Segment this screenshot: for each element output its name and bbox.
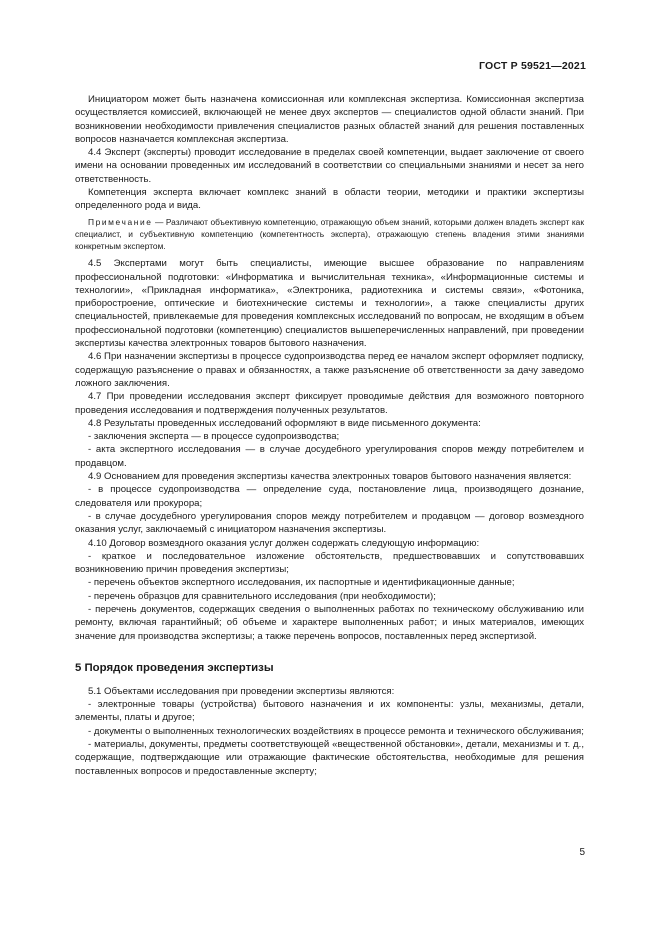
note-label: Примечание — [88, 216, 153, 227]
page-number: 5 — [579, 847, 585, 858]
paragraph: 4.7 При проведении исследования эксперт фиксирует проводимые действия для возможного повторного проведения исследования и подтверждения полученных результатов. — [75, 391, 584, 416]
paragraph: 4.8 Результаты проведенных исследований оформляют в виде письменного документа: — [88, 417, 481, 429]
page-content — [75, 93, 584, 778]
paragraph: 4.6 При назначении экспертизы в процессе судопроизводства перед ее началом эксперт оформляет подписку, содержащую разъяснение о правах и обязанностях, а также разъяснение об ответственности за дачу заведомо ложного заключения. — [75, 351, 584, 389]
list-item: - перечень образцов для сравнительного исследования (при необходимости); — [88, 590, 436, 602]
paragraph: 4.9 Основанием для проведения экспертизы качества электронных товаров бытового назначения является: — [88, 471, 572, 483]
paragraph: 5.1 Объектами исследования при проведении экспертизы являются: — [88, 685, 395, 697]
paragraph: 4.5 Экспертами могут быть специалисты, имеющие высшее образование по направлениям профессиональной подготовки: «Информатика и вычислительная техника», «Информационные системы и технологии», «Прикладная информатика», «Электроника, радиотехника и системы связи», «Фотоника, приборостроение, оптические и биотехнические системы и технологии», а также специалисты других специальностей, привлекаемые для проведения комплексных исследований по вопросам, не входящим в объем профессиональной подготовки (компетенцию) специалистов вышеперечисленных направлений, при проведении экспертизы качества электронных товаров бытового назначения. — [75, 258, 584, 350]
section-title: 5 Порядок проведения экспертизы — [75, 661, 274, 674]
list-item: - перечень объектов экспертного исследования, их паспортные и идентификационные данные; — [88, 577, 515, 589]
paragraph: Компетенция эксперта включает комплекс знаний в области теории, методики и практики экспертизы определенного рода и вида. — [75, 187, 584, 212]
list-item: - акта экспертного исследования — в случае досудебного урегулирования споров между потребителем и продавцом. — [75, 444, 584, 469]
list-item: - краткое и последовательное изложение обстоятельств, предшествовавших и сопутствовавших возникновению причин проведения экспертизы; — [75, 550, 584, 576]
paragraph: Инициатором может быть назначена комиссионная или комплексная экспертиза. Комиссионная экспертиза осуществляется комиссией, включающей не менее двух экспертов — специалистов одной области знаний. При возникновении необходимости привлечения специалистов разных областей знаний для решения поставленных вопросов назначается комплексная экспертиза. — [75, 94, 584, 145]
list-item: - в процессе судопроизводства — определение суда, постановление лица, производящего дознание, следователя или прокурора; — [75, 484, 584, 509]
list-item: - перечень документов, содержащих сведения о выполненных работах по техническому обслуживанию или ремонту, включая гарантийный; об объеме и характере выполненных работ; и иных материалов, имеющих значение для производства экспертизы; а также перечень вопросов, поставленных перед экспертизой. — [75, 604, 584, 642]
paragraph: 4.10 Договор возмездного оказания услуг должен содержать следующую информацию: — [88, 537, 480, 549]
standard-code-header: ГОСТ Р 59521—2021 — [478, 60, 586, 72]
list-item: - документы о выполненных технологических воздействиях в процессе ремонта и технического обслуживания; — [88, 725, 584, 737]
list-item: - в случае досудебного урегулирования споров между потребителем и продавцом — договор возмездного оказания услуг, заключаемый с инициатором назначения экспертизы. — [75, 510, 584, 536]
paragraph: 4.4 Эксперт (эксперты) проводит исследование в пределах своей компетенции, выдает заключение от своего имени на основании проведенных им исследований в соответствии со специальными знаниями и несет за него ответственность. — [75, 147, 584, 185]
list-item: - заключения эксперта — в процессе судопроизводства; — [88, 431, 340, 443]
list-item: - материалы, документы, предметы соответствующей «вещественной обстановки», детали, механизмы и т. д., содержащие, подтверждающие или отражающие фактические обстоятельства, необходимые для решения поставленных вопросов и предоставленные эксперту; — [75, 739, 584, 777]
list-item: - электронные товары (устройства) бытового назначения и их компоненты: узлы, механизмы, детали, элементы, платы и другое; — [75, 699, 584, 724]
note — [75, 216, 584, 253]
note-text: — Различают объективную компетенцию, отражающую объем знаний, которыми должен владеть эксперт как специалист, и субъективную компетенцию (компетентность эксперта), отражающую степень владения этими знаниями конкретным экспертом. — [75, 216, 584, 252]
